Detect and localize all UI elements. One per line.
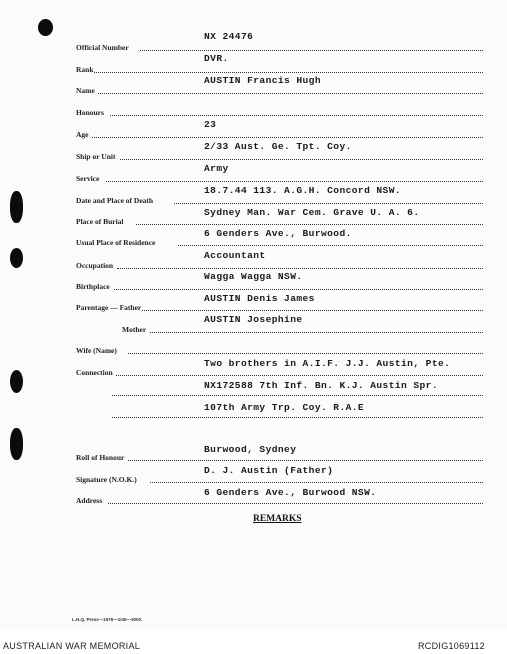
- official-number-label: Official Number: [76, 43, 129, 52]
- punch-hole: [10, 428, 23, 460]
- printer-imprint: L.H.Q. Press—1976—1/45—3000.: [72, 617, 143, 622]
- dotted-line: [116, 375, 483, 376]
- dotted-line: [136, 224, 483, 225]
- occupation-value: Accountant: [204, 250, 266, 261]
- dotted-line: [98, 93, 483, 94]
- dotted-line: [120, 159, 483, 160]
- birthplace-value: Wagga Wagga NSW.: [204, 271, 303, 282]
- burial-label: Place of Burial: [76, 217, 124, 226]
- unit-value: 2/33 Aust. Ge. Tpt. Coy.: [204, 141, 352, 152]
- dotted-line: [110, 115, 483, 116]
- remarks-heading: REMARKS: [253, 514, 302, 524]
- punch-hole: [10, 191, 23, 223]
- dotted-line: [174, 203, 483, 204]
- dotted-line: [150, 482, 483, 483]
- name-label: Name: [76, 86, 95, 95]
- punch-hole: [10, 370, 23, 393]
- father-label: Parentage — Father: [76, 303, 142, 312]
- death-value: 18.7.44 113. A.G.H. Concord NSW.: [204, 185, 402, 196]
- dotted-line: [128, 460, 483, 461]
- honours-label: Honours: [76, 108, 104, 117]
- connection-line: NX172588 7th Inf. Bn. K.J. Austin Spr.: [204, 380, 438, 391]
- father-value: AUSTIN Denis James: [204, 293, 315, 304]
- punch-hole: [38, 19, 53, 36]
- connection-label: Connection: [76, 368, 113, 377]
- dotted-line: [142, 310, 483, 311]
- age-label: Age: [76, 130, 89, 139]
- dotted-line: [112, 417, 483, 418]
- address-value: 6 Genders Ave., Burwood NSW.: [204, 487, 377, 498]
- punch-hole: [10, 248, 23, 268]
- roll-of-honour-label: Roll of Honour: [76, 453, 125, 462]
- mother-label: Mother: [122, 325, 147, 334]
- connection-line: Two brothers in A.I.F. J.J. Austin, Pte.: [204, 358, 451, 369]
- signature-label: Signature (N.O.K.): [76, 475, 137, 484]
- wife-label: Wife (Name): [76, 346, 117, 355]
- service-value: Army: [204, 163, 229, 174]
- footer-record-id: RCDIG1069112: [418, 641, 485, 651]
- footer-credit: AUSTRALIAN WAR MEMORIAL: [3, 641, 141, 651]
- dotted-line: [140, 50, 483, 51]
- dotted-line: [114, 289, 483, 290]
- dotted-line: [178, 245, 483, 246]
- mother-value: AUSTIN Josephine: [204, 314, 303, 325]
- dotted-line: [117, 268, 483, 269]
- name-value: AUSTIN Francis Hugh: [204, 75, 321, 86]
- dotted-line: [92, 137, 483, 138]
- rank-value: DVR.: [204, 53, 229, 64]
- dotted-line: [94, 72, 483, 73]
- residence-value: 6 Genders Ave., Burwood.: [204, 228, 352, 239]
- residence-label: Usual Place of Residence: [76, 238, 156, 247]
- rank-label: Rank: [76, 65, 94, 74]
- address-label: Address: [76, 496, 103, 505]
- age-value: 23: [204, 119, 217, 130]
- death-label: Date and Place of Death: [76, 196, 154, 205]
- dotted-line: [150, 332, 483, 333]
- official-number-value: NX 24476: [204, 31, 254, 42]
- dotted-line: [112, 395, 483, 396]
- birthplace-label: Birthplace: [76, 282, 110, 291]
- dotted-line: [106, 181, 483, 182]
- service-label: Service: [76, 174, 100, 183]
- occupation-label: Occupation: [76, 261, 114, 270]
- unit-label: Ship or Unit: [76, 152, 116, 161]
- dotted-line: [128, 353, 483, 354]
- burial-value: Sydney Man. War Cem. Grave U. A. 6.: [204, 207, 420, 218]
- dotted-line: [108, 503, 483, 504]
- roll-of-honour-value: Burwood, Sydney: [204, 444, 297, 455]
- connection-line: 107th Army Trp. Coy. R.A.E: [204, 402, 365, 413]
- signature-value: D. J. Austin (Father): [204, 465, 334, 476]
